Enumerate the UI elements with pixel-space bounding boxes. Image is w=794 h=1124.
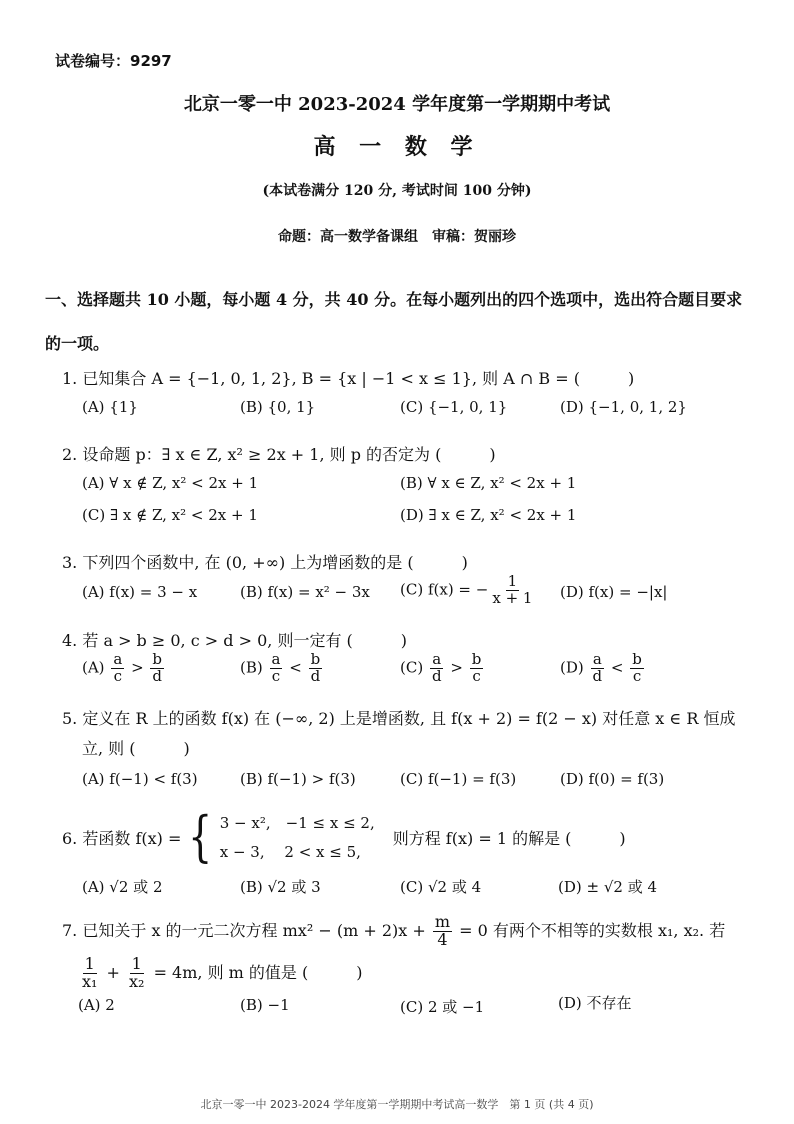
q7-option-b: (B) −1 [240, 996, 290, 1014]
fraction-denominator: x₂ [129, 971, 145, 991]
fraction-numerator: b [471, 650, 482, 668]
exam-title: 北京一零一中 2023-2024 学年度第一学期期中考试 [183, 94, 611, 115]
fraction-denominator: c [472, 666, 481, 685]
page-footer: 北京一零一中 2023-2024 学年度第一学期期中考试高一数学 第 1 页 (共 4 页) [200, 1098, 594, 1111]
exam-info: (本试卷满分 120 分, 考试时间 100 分钟) [262, 183, 532, 199]
fraction [150, 652, 164, 685]
stem-suffix: 则方程 f(x) = 1 的解是 ( ) [392, 828, 626, 848]
q2-option-d: (D) ∃ x ∈ Z, x² < 2x + 1 [400, 506, 577, 524]
option-label: (D) [560, 658, 584, 677]
stem-prefix: 7. 已知关于 x 的一元二次方程 mx² − (m + 2)x + [62, 920, 426, 940]
question-1-stem: 1. 已知集合 A = {−1, 0, 1, 2}, B = {x | −1 < x ≤ 1}, 则 A ∩ B = ( ) [62, 369, 635, 388]
q5-option-c: (C) f(−1) = f(3) [400, 770, 517, 788]
fraction-numerator: a [113, 650, 123, 668]
q1-option-a: (A) {1} [82, 398, 138, 416]
q4-option-d [560, 652, 646, 685]
fraction [591, 652, 605, 685]
q7-option-a: (A) 2 [78, 996, 115, 1014]
stem-suffix: = 4m, 则 m 的值是 ( ) [153, 962, 363, 982]
option-label: (C) [400, 658, 424, 677]
fraction-denominator: d [310, 666, 321, 685]
operator: > [450, 658, 463, 677]
q1-option-c: (C) {−1, 0, 1} [400, 398, 508, 416]
fraction-denominator: x₁ [82, 971, 98, 991]
operator: < [289, 658, 302, 677]
exam-number: 试卷编号：9297 [55, 52, 172, 70]
q4-option-a [82, 652, 166, 685]
fraction-denominator: d [592, 666, 603, 685]
question-2-stem: 2. 设命题 p：∃ x ∈ Z, x² ≥ 2x + 1, 则 p 的否定为 ( ) [62, 445, 496, 464]
fraction [470, 652, 484, 685]
fraction [111, 652, 124, 685]
fraction-numerator: a [271, 650, 281, 668]
fraction-numerator: 1 [84, 954, 95, 973]
option-label: (A) [82, 658, 105, 677]
setter-info: 命题：高一数学备课组 审稿：贺丽珍 [278, 229, 516, 245]
q2-option-c: (C) ∃ x ∉ Z, x² < 2x + 1 [82, 506, 258, 524]
question-7-stem-line1 [62, 914, 725, 949]
question-5-stem-line2: 立, 则 ( ) [82, 739, 190, 758]
q4-option-c [400, 652, 485, 685]
fraction-numerator: b [152, 650, 163, 668]
q3-option-c-fraction [490, 574, 534, 607]
option-label: (B) [240, 658, 263, 677]
subject-title: 高 一 数 学 [313, 134, 481, 160]
fraction-numerator: b [632, 650, 642, 668]
q3-option-c [400, 574, 536, 607]
case-2: x − 3, 2 < x ≤ 5, [219, 843, 361, 861]
fraction [630, 652, 644, 685]
q4-option-b [240, 652, 324, 685]
q3-option-d: (D) f(x) = −|x| [560, 583, 668, 601]
operator: + [106, 962, 120, 982]
q6-option-a: (A) √2 或 2 [82, 878, 163, 896]
fraction [309, 652, 323, 685]
fraction-numerator: a [432, 650, 442, 668]
q2-option-a: (A) ∀ x ∉ Z, x² < 2x + 1 [82, 474, 259, 492]
fraction-denominator: x + 1 [492, 588, 533, 607]
q5-option-b: (B) f(−1) > f(3) [240, 770, 356, 788]
q3-option-b: (B) f(x) = x² − 3x [240, 583, 370, 601]
q5-option-a: (A) f(−1) < f(3) [82, 770, 198, 788]
question-3-stem: 3. 下列四个函数中, 在 (0, +∞) 上为增函数的是 ( ) [62, 553, 468, 572]
question-7-stem-line2 [78, 956, 363, 991]
fraction [270, 652, 283, 685]
fraction [80, 956, 99, 991]
fraction-denominator: c [113, 666, 122, 685]
fraction-numerator: m [434, 912, 451, 931]
fraction-numerator: a [592, 650, 602, 668]
stem-suffix: = 0 有两个不相等的实数根 x₁, x₂. 若 [459, 920, 726, 940]
fraction-denominator: d [431, 666, 442, 685]
question-4-stem: 4. 若 a > b ≥ 0, c > d > 0, 则一定有 ( ) [62, 631, 408, 650]
q1-option-b: (B) {0, 1} [240, 398, 316, 416]
fraction-denominator: c [271, 666, 281, 685]
section-heading: 一、选择题共 10 小题，每小题 4 分，共 40 分。在每小题列出的四个选项中，选出符合题目要求的一项。 [45, 290, 743, 353]
fraction-numerator: b [310, 650, 321, 668]
q3-option-c-prefix: (C) f(x) = − [400, 580, 489, 599]
fraction [433, 914, 452, 949]
fraction-numerator: 1 [131, 954, 142, 973]
operator: > [131, 658, 144, 677]
piecewise-function [62, 805, 626, 868]
question-5-stem-line1: 5. 定义在 R 上的函数 f(x) 在 (−∞, 2) 上是增函数, 且 f(x + 2) = f(2 − x) 对任意 x ∈ R 恒成 [62, 709, 736, 728]
fraction-denominator: 4 [437, 929, 448, 949]
q2-option-b: (B) ∀ x ∈ Z, x² < 2x + 1 [400, 474, 577, 492]
stem-prefix: 6. 若函数 f(x) = [62, 828, 182, 848]
case-1: 3 − x², −1 ≤ x ≤ 2, [219, 814, 375, 832]
left-brace-icon: { [188, 805, 213, 868]
fraction [127, 956, 146, 991]
q5-option-d: (D) f(0) = f(3) [560, 770, 665, 788]
piecewise-cases [220, 812, 375, 862]
question-6-stem [62, 805, 626, 868]
q7-option-d: (D) 不存在 [558, 994, 632, 1012]
fraction-denominator: d [152, 666, 163, 685]
fraction-denominator: c [632, 666, 642, 685]
q1-option-d: (D) {−1, 0, 1, 2} [560, 398, 687, 416]
q6-option-c: (C) √2 或 4 [400, 878, 482, 896]
q7-option-c: (C) 2 或 −1 [400, 998, 485, 1016]
operator: < [610, 658, 624, 677]
fraction-numerator: 1 [507, 572, 518, 590]
q6-option-b: (B) √2 或 3 [240, 878, 321, 896]
q6-option-d: (D) ± √2 或 4 [558, 878, 658, 896]
fraction [430, 652, 444, 685]
q3-option-a: (A) f(x) = 3 − x [82, 583, 198, 601]
